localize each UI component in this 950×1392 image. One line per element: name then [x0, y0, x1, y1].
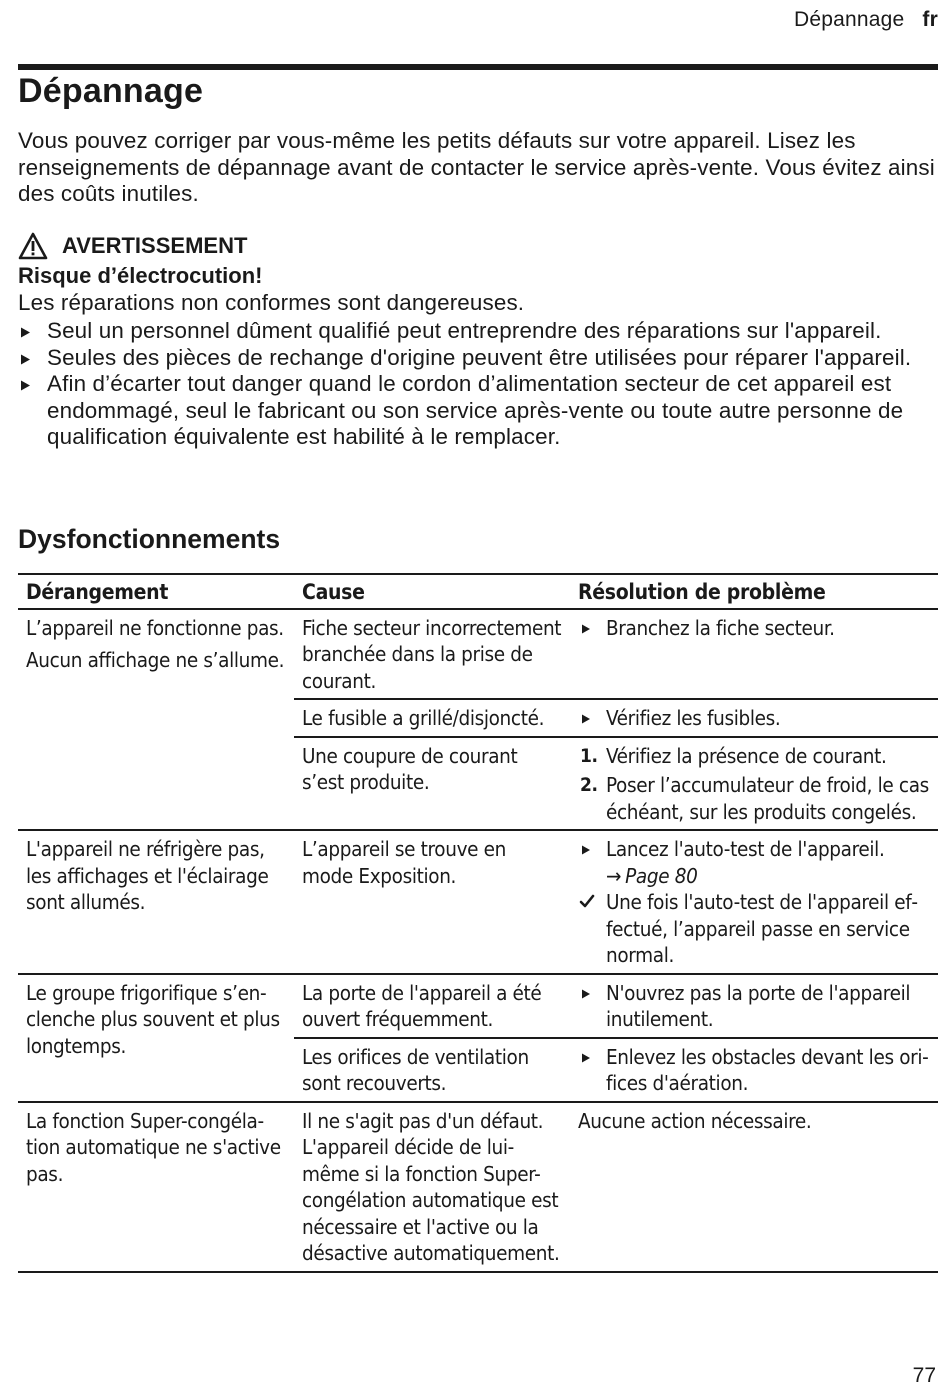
table-row — [18, 609, 938, 700]
step-text: Vérifiez la présence de courant. — [606, 743, 887, 768]
solution-cell — [570, 830, 938, 974]
table-row — [18, 830, 938, 974]
checkmark-icon — [579, 893, 595, 909]
troubleshooting-table — [18, 573, 938, 1273]
solution-cell — [570, 609, 938, 700]
solution-cell — [570, 1038, 938, 1102]
warning-subtitle: Risque d’électrocution! — [18, 263, 263, 288]
cause-cell: L’appareil se trouve en mode Exposition. — [294, 830, 570, 974]
step-item — [578, 743, 930, 770]
warning-list — [18, 318, 938, 451]
cause-cell: Une coupure de courant s’est produite. — [302, 743, 518, 794]
result-text: Une fois l'auto-test de l'appareil effectué, l’appareil passe en service normal. — [606, 890, 919, 967]
warning-item-text: Seules des pièces de rechange d'origine peuvent être utilisées pour réparer l'appareil. — [47, 344, 912, 370]
warning-item-text: Afin d’écarter tout danger quand le cordon d’alimentation secteur de cet appareil est endommagé, seul le fabricant ou son service après-vente ou toute autre personne de qualification équivalente est habilité à le remplacer. — [47, 371, 904, 449]
bullet-triangle-icon — [581, 989, 591, 999]
bullet-triangle-icon — [581, 845, 591, 855]
action-text: N'ouvrez pas la porte de l'appareil inutilement. — [606, 980, 911, 1031]
arrow-right-icon: → — [606, 863, 622, 888]
warning-item — [18, 371, 938, 451]
table-header-row — [18, 574, 938, 609]
warning-item — [18, 318, 938, 345]
page-reference-text: Page 80 — [625, 863, 698, 888]
fault-text: Aucun affichage ne s’allume. — [26, 648, 285, 672]
step-number: 2. — [580, 774, 598, 796]
action-item — [578, 1044, 930, 1097]
step-text: Poser l’accumulateur de froid, le cas échéant, sur les produits congelés. — [606, 773, 929, 824]
bullet-triangle-icon — [20, 327, 31, 338]
fault-text: L’appareil ne fonctionne pas. — [26, 615, 284, 640]
solution-cell — [570, 737, 938, 831]
action-text: Lancez l'auto-test de l'appareil. — [606, 837, 885, 861]
cause-cell: Fiche secteur incorrectement branchée dans la prise de courant. — [294, 609, 570, 700]
warning-item-text: Seul un personnel dûment qualifié peut entreprendre des réparations sur l'appareil. — [47, 318, 882, 343]
action-item — [578, 836, 930, 889]
cause-cell: Le fusible a grillé/disjoncté. — [294, 699, 570, 737]
column-header-fault: Dérangement — [18, 574, 294, 609]
table-row — [18, 974, 938, 1038]
action-item — [578, 705, 930, 732]
language-code: fr — [922, 8, 938, 31]
bullet-triangle-icon — [581, 1053, 591, 1063]
solution-cell — [570, 699, 938, 737]
page-title: Dépannage — [18, 72, 204, 110]
section-heading: Dysfonctionnements — [18, 524, 281, 554]
cause-cell: Il ne s'agit pas d'un défaut. L'appareil décide de lui-même si la fonction Super-congélation automatique est nécessaire et l'active ou la désactive automatiquement. — [294, 1102, 570, 1272]
action-text: Enlevez les obstacles devant les orifices d'aération. — [606, 1044, 929, 1095]
action-item — [578, 615, 930, 642]
running-header — [794, 8, 938, 32]
warning-heading — [18, 232, 247, 260]
column-header-solution: Résolution de problème — [570, 574, 938, 609]
fault-cell: L'appareil ne réfrigère pas, les affichages et l'éclairage sont allumés. — [18, 830, 294, 974]
result-item — [578, 889, 930, 969]
fault-cell: La fonction Super-congélation automatique ne s'active pas. — [18, 1102, 294, 1272]
solution-cell: Aucune action nécessaire. — [570, 1102, 938, 1272]
step-number: 1. — [580, 744, 598, 767]
cause-cell: La porte de l'appareil a été ouvert fréquemment. — [294, 974, 570, 1038]
action-text: Vérifiez les fusibles. — [606, 706, 781, 730]
bullet-triangle-icon — [20, 354, 31, 365]
solution-cell — [570, 974, 938, 1038]
action-item — [578, 980, 930, 1033]
bullet-triangle-icon — [581, 714, 591, 724]
cause-cell: Les orifices de ventilation sont recouverts. — [302, 1044, 529, 1095]
table-row — [18, 1102, 938, 1272]
column-header-cause: Cause — [294, 574, 570, 609]
fault-cell: Le groupe frigorifique s’enclenche plus souvent et plus longtemps. — [18, 974, 294, 1102]
header-rule — [18, 64, 938, 70]
page-reference — [606, 863, 930, 890]
warning-triangle-icon — [18, 232, 48, 260]
bullet-triangle-icon — [581, 624, 591, 634]
fault-cell — [18, 609, 294, 831]
step-item — [578, 772, 930, 825]
running-header-section: Dépannage — [794, 8, 905, 31]
warning-item — [18, 345, 938, 372]
page-number: 77 — [912, 1364, 936, 1387]
warning-label: AVERTISSEMENT — [62, 233, 248, 258]
bullet-triangle-icon — [20, 380, 31, 391]
warning-text: Les réparations non conformes sont dangereuses. — [18, 290, 525, 315]
intro-paragraph: Vous pouvez corriger par vous-même les petits défauts sur votre appareil. Lisez les renseignements de dépannage avant de contacter le service après-vente. Vous évitez ainsi des coûts inutiles. — [18, 128, 935, 206]
action-text: Branchez la fiche secteur. — [606, 615, 835, 640]
